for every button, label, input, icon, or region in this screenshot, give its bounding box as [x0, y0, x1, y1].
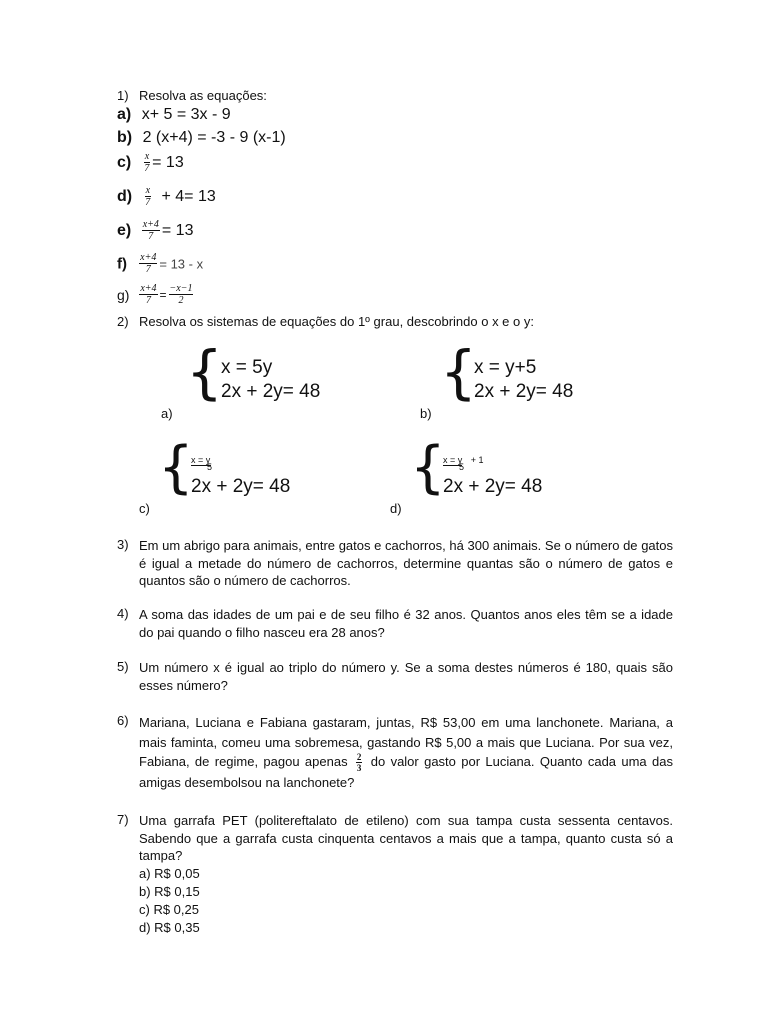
q7-number: 7)	[117, 812, 129, 827]
q1-c-label: c)	[117, 154, 132, 171]
q6-fraction	[356, 753, 363, 773]
q1-f-denominator: 7	[145, 264, 151, 275]
q1-a-label: a)	[117, 106, 132, 123]
system-d-line1-tail: + 1	[470, 455, 484, 465]
q1-d-denominator: 7	[145, 197, 151, 208]
system-d-line1-denominator: 5	[459, 462, 465, 472]
q1-f-numerator: x+4	[140, 252, 157, 263]
q6-fraction-denominator: 3	[356, 762, 362, 773]
q1-item-d	[117, 186, 216, 208]
q7-option-d: d) R$ 0,35	[139, 920, 200, 935]
q2-number: 2)	[117, 314, 129, 329]
q1-c-rhs: = 13	[152, 154, 184, 171]
system-a-brace: {	[186, 338, 223, 406]
q1-g-fraction-left	[139, 284, 157, 306]
q1-b-equation: 2 (x+4) = -3 - 9 (x-1)	[142, 129, 286, 146]
q6-number: 6)	[117, 713, 129, 728]
system-b-brace: {	[440, 338, 477, 406]
q1-d-label: d)	[117, 188, 133, 205]
q3-number: 3)	[117, 537, 129, 552]
q7-options	[139, 865, 200, 937]
q1-g-numerator-left: x+4	[140, 283, 157, 294]
q1-e-numerator: x+4	[142, 219, 159, 230]
system-b-label: b)	[420, 406, 432, 421]
q1-g-equals: =	[159, 288, 167, 302]
system-a-label: a)	[161, 406, 173, 421]
q6-fraction-numerator: 2	[356, 751, 362, 762]
q1-e-rhs: = 13	[161, 222, 194, 239]
q7-text: Uma garrafa PET (politereftalato de etileno) com sua tampa custa sessenta centavos. Sabendo que a garrafa custa cinquenta centavos a mais que a tampa, quanto custa só a tampa?	[139, 813, 673, 863]
q1-c-numerator: x	[144, 151, 150, 162]
q4-number: 4)	[117, 606, 129, 621]
q6-text-part2: do valor gasto por Luciana. Quanto cada uma das amigas desembolsou na lanchonete?	[139, 754, 673, 790]
q1-item-c	[117, 152, 184, 174]
q5-text: Um número x é igual ao triplo do número y. Se a soma destes números é 180, quais são esses número?	[139, 660, 673, 693]
q1-g-denominator-left: 7	[145, 295, 151, 306]
q7-option-c: c) R$ 0,25	[139, 902, 199, 917]
q6-text-part1: Mariana, Luciana e Fabiana gastaram, juntas, R$ 53,00 em uma lanchonete. Mariana, a mais faminta, comeu uma sobremesa, gastando R$ 5,00 a mais que Luciana. Por sua vez, Fabiana, de regime, pagou apenas	[139, 715, 673, 769]
q1-g-label: g)	[117, 287, 130, 303]
q2-title: Resolva os sistemas de equações do 1º grau, descobrindo o x e o y:	[139, 314, 534, 329]
q1-title: Resolva as equações:	[139, 88, 267, 103]
system-d-brace: {	[410, 435, 446, 500]
system-c-line2: 2x + 2y= 48	[191, 476, 291, 497]
system-d-label: d)	[390, 501, 402, 516]
q3-text: Em um abrigo para animais, entre gatos e cachorros, há 300 animais. Se o número de gatos é igual a metade do número de cachorros, determine quantas são o número de gatos e quantos são o número de cachorros.	[139, 538, 673, 588]
q4-text: A soma das idades de um pai e de seu filho é 32 anos. Quantos anos eles têm se a idade do pai quando o filho nasceu era 28 anos?	[139, 607, 673, 640]
q1-b-label: b)	[117, 129, 133, 146]
system-c-line1	[191, 450, 213, 472]
system-c-label: c)	[139, 501, 150, 516]
system-a-line2: 2x + 2y= 48	[221, 381, 321, 402]
q1-g-fraction-right	[169, 284, 194, 306]
q1-item-b	[117, 129, 286, 147]
q1-e-fraction	[142, 220, 160, 242]
system-c-line1-denominator: 5	[207, 462, 213, 472]
system-a-line1: x = 5y	[221, 357, 273, 378]
q5-number: 5)	[117, 659, 129, 674]
q1-g-denominator-right: 2	[178, 295, 184, 306]
q1-d-numerator: x	[145, 185, 151, 196]
q1-item-a	[117, 106, 231, 124]
q7-option-a: a) R$ 0,05	[139, 866, 200, 881]
system-b-line1: x = y+5	[474, 357, 537, 378]
q7-option-b: b) R$ 0,15	[139, 884, 200, 899]
q1-item-e	[117, 220, 193, 242]
system-c-brace: {	[158, 435, 194, 500]
system-b-line2: 2x + 2y= 48	[474, 381, 574, 402]
q1-f-rhs: = 13 - x	[159, 256, 204, 272]
q1-d-rhs: + 4= 13	[161, 188, 216, 205]
q1-c-fraction	[144, 152, 150, 174]
system-d-line1-numerator: x = y	[443, 455, 463, 465]
q1-item-g	[117, 284, 195, 306]
q1-number: 1)	[117, 88, 129, 103]
q6-text	[139, 713, 673, 792]
q1-g-numerator-right: −x−1	[169, 283, 193, 294]
q1-a-equation: x+ 5 = 3x - 9	[141, 106, 231, 123]
q1-e-label: e)	[117, 222, 132, 239]
system-d-line2: 2x + 2y= 48	[443, 476, 543, 497]
q1-f-label: f)	[117, 255, 127, 273]
q1-item-f	[117, 253, 203, 275]
q1-e-denominator: 7	[148, 231, 154, 242]
q1-c-denominator: 7	[144, 163, 150, 174]
system-c-line1-numerator: x = y	[191, 455, 211, 465]
q1-d-fraction	[145, 186, 151, 208]
q1-f-fraction	[139, 253, 157, 275]
system-d-line1	[443, 450, 484, 472]
